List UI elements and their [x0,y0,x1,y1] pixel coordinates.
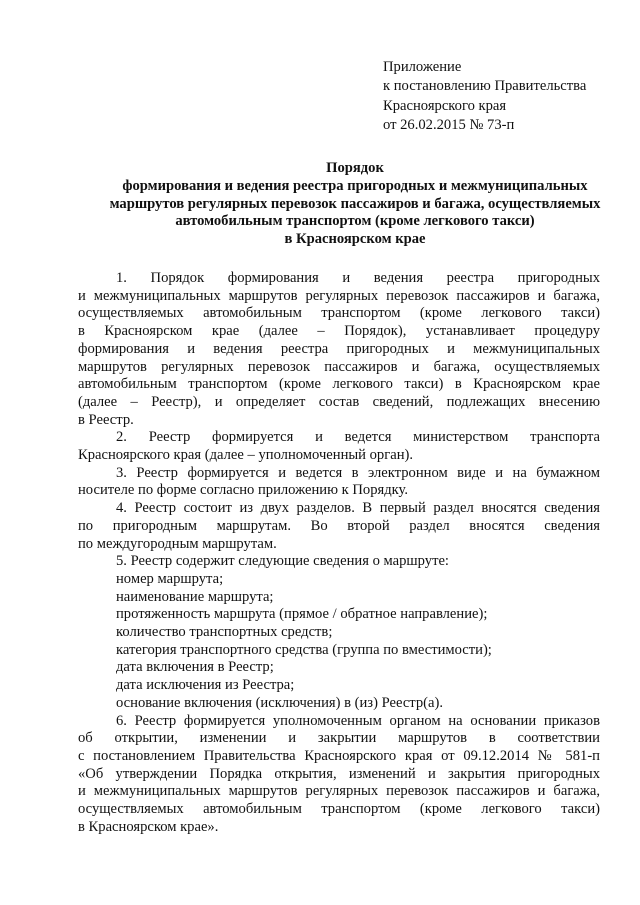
paragraph-line: в Реестр. [78,411,134,428]
list-item: дата включения в Реестр; [116,659,274,676]
paragraph-line: 6. Реестр формируется уполномоченным органом на основании приказов [116,712,600,729]
list-item: категория транспортного средства (группа по вместимости); [116,641,492,658]
title-line-1: Порядок [326,160,384,176]
list-item: основание включения (исключения) в (из) Реестр(а). [116,694,443,711]
paragraph-2 [78,429,600,464]
paragraph-line: 5. Реестр содержит следующие сведения о маршруте: [116,553,449,570]
title-line-4: автомобильным транспортом (кроме легкового такси) [175,213,535,230]
list-item: наименование маршрута; [116,588,274,605]
paragraph-line: автомобильным транспортом (кроме легкового такси) в Красноярском крае [78,376,600,393]
document-title [70,160,640,249]
paragraph-line: в Красноярском крае». [78,818,219,835]
document-body [78,270,600,837]
attachment-region: Красноярского края [383,97,507,114]
title-line-3: маршрутов регулярных перевозок пассажиров и багажа, осуществляемых [109,195,601,212]
paragraph-line: носителе по форме согласно приложению к Порядку. [78,482,409,499]
paragraph-line: и межмуниципальных маршрутов регулярных перевозок пассажиров и багажа, [78,783,600,800]
list-item: протяженность маршрута (прямое / обратное направление); [116,606,488,623]
list-item: номер маршрута; [116,570,224,587]
paragraph-line: 4. Реестр состоит из двух разделов. В первый раздел вносятся сведения [116,500,600,517]
title-line-5: в Красноярском крае [284,231,426,248]
paragraph-line: по междугородным маршрутам. [78,535,277,552]
paragraph-line: «Об утверждении Порядка открытия, изменений и закрытия пригородных [78,765,600,782]
paragraph-line: 1. Порядок формирования и ведения реестра пригородных [116,270,600,286]
paragraph-4 [78,500,600,553]
paragraph-line: осуществляемых автомобильным транспортом (кроме легкового такси) [78,305,600,322]
attachment-label: Приложение [383,59,462,75]
paragraph-line: осуществляемых автомобильным транспортом (кроме легкового такси) [78,801,600,818]
paragraph-line: об открытии, изменении и закрытии маршрутов в соответствии [78,730,600,747]
list-item: дата исключения из Реестра; [116,677,295,694]
paragraph-1 [78,270,600,429]
paragraph-6 [78,713,600,837]
paragraph-line: формирования и ведения реестра пригородных и межмуниципальных [78,340,600,357]
paragraph-line: по пригородным маршрутам. Во второй раздел вносятся сведения [78,517,600,534]
paragraph-line: (далее – Реестр), и определяет состав сведений, подлежащих внесению [78,393,600,410]
paragraph-line: Красноярского края (далее – уполномоченный орган). [78,447,414,464]
paragraph-line: в Красноярском крае (далее – Порядок), устанавливает процедуру [78,323,600,340]
paragraph-line: с постановлением Правительства Красноярского края от 09.12.2014 № 581-п [78,747,600,764]
title-line-2: формирования и ведения реестра пригородных и межмуниципальных [122,177,588,194]
paragraph-line: 2. Реестр формируется и ведется министерством транспорта [116,429,600,446]
attachment-resolution: к постановлению Правительства [383,78,587,95]
paragraph-line: 3. Реестр формируется и ведется в электронном виде и на бумажном [116,464,600,481]
attachment-date-number: от 26.02.2015 № 73-п [383,116,515,133]
paragraph-5 [78,553,600,712]
attachment-block [383,58,633,135]
paragraph-line: маршрутов регулярных перевозок пассажиров и багажа, осуществляемых [78,358,600,375]
paragraph-3 [78,465,600,500]
paragraph-line: и межмуниципальных маршрутов регулярных перевозок пассажиров и багажа, [78,287,600,304]
list-item: количество транспортных средств; [116,624,333,641]
